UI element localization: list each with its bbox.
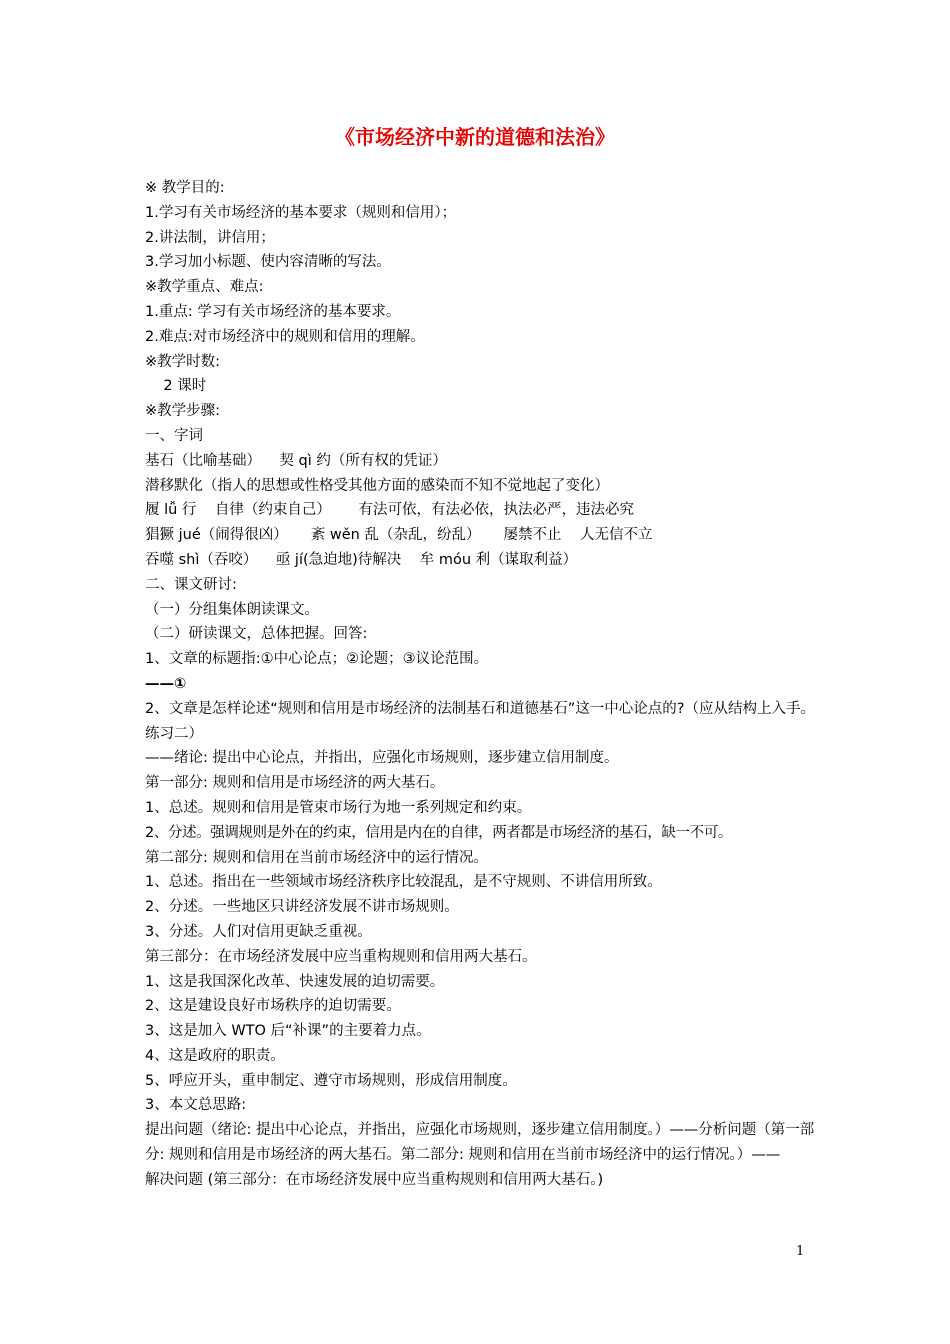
text-line: 2、分述。一些地区只讲经济发展不讲市场规则。: [145, 899, 459, 916]
text-line: 3、分述。人们对信用更缺乏重视。: [145, 923, 372, 940]
text-line: 一、字词: [145, 427, 203, 444]
text-line: ——①: [145, 675, 187, 692]
text-line: 第二部分: 规则和信用在当前市场经济中的运行情况。: [145, 849, 488, 866]
text-paragraph: 提出问题（绪论: 提出中心论点，并指出，应强化市场规则，逐步建立信用制度。）——分析问题（第一部分: 规则和信用是市场经济的两大基石。第二部分: 规则和信用在当前市场经济中的运行情况。）——: [145, 1122, 815, 1164]
text-line: 1、总述。指出在一些领域市场经济秩序比较混乱，是不守规则、不讲信用所致。: [145, 874, 662, 891]
text-line: 3、这是加入 WTO 后“补课”的主要着力点。: [145, 1023, 431, 1040]
text-line: 第一部分: 规则和信用是市场经济的两大基石。: [145, 775, 445, 792]
text-line: （二）研读课文，总体把握。回答:: [145, 626, 368, 643]
text-line: 2.讲法制，讲信用；: [145, 229, 275, 246]
text-line: 1.重点: 学习有关市场经济的基本要求。: [145, 303, 401, 320]
page-number: 1: [796, 1244, 805, 1259]
text-line: 二、课文研讨:: [145, 576, 237, 593]
text-line: 5、呼应开头，重申制定、遵守市场规则，形成信用制度。: [145, 1072, 517, 1089]
text-line: 4、这是政府的职责。: [145, 1047, 285, 1064]
text-line: 基石（比喻基础） 契 qì 约（所有权的凭证）: [145, 452, 447, 469]
text-line: （一）分组集体朗读课文。: [145, 601, 319, 618]
text-line: ※教学步骤:: [145, 403, 221, 420]
text-line: 第三部分：在市场经济发展中应当重构规则和信用两大基石。: [145, 948, 537, 965]
text-line: ※教学时数:: [145, 353, 221, 370]
text-line: 1、文章的标题指:①中心论点；②论题；③议论范围。: [145, 651, 489, 668]
text-line: ——绪论: 提出中心论点，并指出，应强化市场规则，逐步建立信用制度。: [145, 750, 619, 767]
text-line: 3.学习加小标题、使内容清晰的写法。: [145, 254, 391, 271]
text-line: 吞噬 shì（吞咬） 亟 jí(急迫地)待解决 牟 móu 利（谋取利益）: [145, 551, 578, 568]
text-line: 猖獗 jué（闹得很凶） 紊 wěn 乱（杂乱，纷乱） 屡禁不止 人无信不立: [145, 527, 653, 544]
text-line: ※教学重点、难点:: [145, 279, 264, 296]
document-title: 《市场经济中新的道德和法治》: [335, 125, 615, 149]
text-line: 1.学习有关市场经济的基本要求（规则和信用）；: [145, 204, 457, 221]
text-line: 2.难点:对市场经济中的规则和信用的理解。: [145, 328, 425, 345]
text-line: 2 课时: [145, 378, 207, 395]
text-line: 1、总述。规则和信用是管束市场行为地一系列规定和约束。: [145, 799, 532, 816]
text-line: 2、分述。强调规则是外在的约束，信用是内在的自律，两者都是市场经济的基石，缺一不可。: [145, 824, 732, 841]
document-body: [145, 176, 815, 1193]
text-line: 1、这是我国深化改革、快速发展的迫切需要。: [145, 973, 445, 990]
text-line: 3、本文总思路:: [145, 1097, 247, 1114]
text-line: 解决问题 (第三部分：在市场经济发展中应当重构规则和信用两大基石。): [145, 1171, 604, 1188]
text-line: 潜移默化（指人的思想或性格受其他方面的感染而不知不觉地起了变化）: [145, 477, 609, 494]
text-line: 履 lǚ 行 自律（约束自己） 有法可依，有法必依，执法必严，违法必究: [145, 502, 635, 519]
text-line: ※ 教学目的:: [145, 180, 225, 196]
text-line: 2、这是建设良好市场秩序的迫切需要。: [145, 998, 401, 1015]
text-paragraph: 2、文章是怎样论述“规则和信用是市场经济的法制基石和道德基石”这一中心论点的?（应从结构上入手。练习二）: [145, 700, 815, 742]
